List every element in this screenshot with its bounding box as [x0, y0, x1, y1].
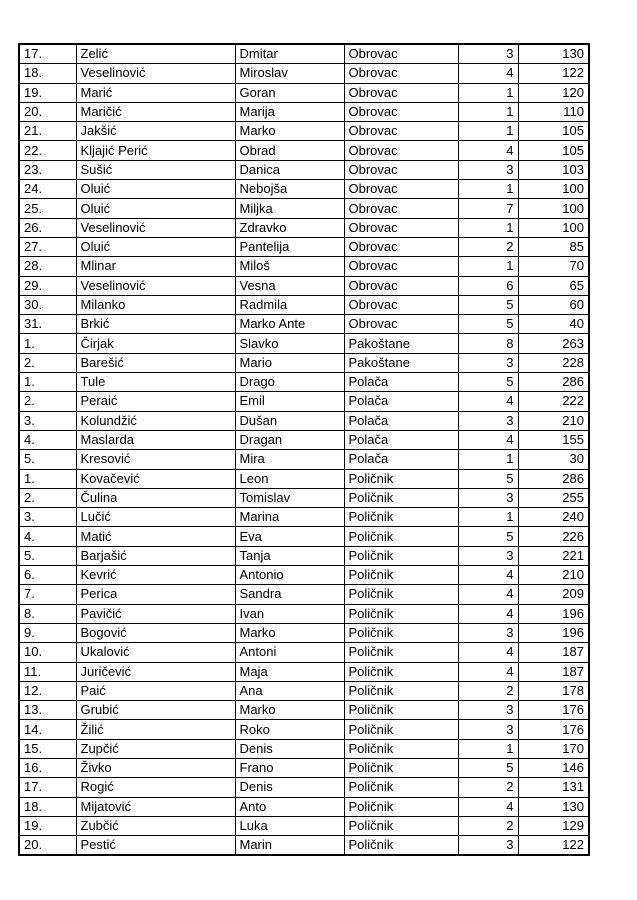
table-row — [19, 527, 589, 546]
surname-cell: Čulina — [76, 488, 235, 507]
ordinal-cell: 17. — [19, 44, 76, 64]
surname-cell: Kovačević — [76, 469, 235, 488]
place-cell: Poličnik — [344, 623, 458, 642]
given-name-cell: Pantelija — [235, 237, 344, 256]
surname-cell: Pavičić — [76, 604, 235, 623]
total-cell: 129 — [518, 816, 589, 835]
surname-cell: Maslarda — [76, 430, 235, 449]
table-row — [19, 546, 589, 565]
total-cell: 187 — [518, 643, 589, 662]
surname-cell: Barjašić — [76, 546, 235, 565]
table-row — [19, 739, 589, 758]
number-cell: 1 — [458, 102, 518, 121]
ordinal-cell: 9. — [19, 623, 76, 642]
number-cell: 7 — [458, 199, 518, 218]
table-row — [19, 797, 589, 816]
ordinal-cell: 24. — [19, 180, 76, 199]
surname-cell: Mlinar — [76, 257, 235, 276]
place-cell: Obrovac — [344, 276, 458, 295]
given-name-cell: Antoni — [235, 643, 344, 662]
surname-cell: Marić — [76, 83, 235, 102]
number-cell: 1 — [458, 122, 518, 141]
given-name-cell: Luka — [235, 816, 344, 835]
given-name-cell: Marko — [235, 623, 344, 642]
total-cell: 105 — [518, 141, 589, 160]
total-cell: 263 — [518, 334, 589, 353]
surname-cell: Bogović — [76, 623, 235, 642]
table-row — [19, 218, 589, 237]
surname-cell: Veselinović — [76, 64, 235, 83]
table-row — [19, 373, 589, 392]
number-cell: 3 — [458, 44, 518, 64]
table-row — [19, 237, 589, 256]
total-cell: 100 — [518, 199, 589, 218]
place-cell: Poličnik — [344, 566, 458, 585]
total-cell: 85 — [518, 237, 589, 256]
place-cell: Obrovac — [344, 199, 458, 218]
total-cell: 196 — [518, 604, 589, 623]
table-row — [19, 585, 589, 604]
table-row — [19, 758, 589, 777]
total-cell: 60 — [518, 295, 589, 314]
given-name-cell: Mira — [235, 450, 344, 469]
given-name-cell: Dušan — [235, 411, 344, 430]
surname-cell: Perica — [76, 585, 235, 604]
number-cell: 3 — [458, 353, 518, 372]
ordinal-cell: 3. — [19, 411, 76, 430]
total-cell: 226 — [518, 527, 589, 546]
given-name-cell: Eva — [235, 527, 344, 546]
number-cell: 4 — [458, 643, 518, 662]
table-row — [19, 681, 589, 700]
table-row — [19, 836, 589, 856]
number-cell: 3 — [458, 488, 518, 507]
surname-cell: Grubić — [76, 701, 235, 720]
place-cell: Poličnik — [344, 604, 458, 623]
given-name-cell: Marina — [235, 508, 344, 527]
ordinal-cell: 1. — [19, 373, 76, 392]
table-row — [19, 508, 589, 527]
number-cell: 4 — [458, 797, 518, 816]
given-name-cell: Vesna — [235, 276, 344, 295]
surname-cell: Lučić — [76, 508, 235, 527]
ordinal-cell: 6. — [19, 566, 76, 585]
table-row — [19, 83, 589, 102]
surname-cell: Milanko — [76, 295, 235, 314]
number-cell: 4 — [458, 392, 518, 411]
given-name-cell: Marin — [235, 836, 344, 856]
surname-cell: Oluić — [76, 199, 235, 218]
surname-cell: Zupčić — [76, 739, 235, 758]
table-row — [19, 199, 589, 218]
total-cell: 110 — [518, 102, 589, 121]
place-cell: Poličnik — [344, 643, 458, 662]
number-cell: 3 — [458, 701, 518, 720]
place-cell: Obrovac — [344, 237, 458, 256]
place-cell: Polača — [344, 450, 458, 469]
place-cell: Pakoštane — [344, 353, 458, 372]
place-cell: Polača — [344, 430, 458, 449]
number-cell: 6 — [458, 276, 518, 295]
ordinal-cell: 17. — [19, 778, 76, 797]
total-cell: 222 — [518, 392, 589, 411]
surname-cell: Sušić — [76, 160, 235, 179]
place-cell: Polača — [344, 373, 458, 392]
number-cell: 2 — [458, 816, 518, 835]
number-cell: 2 — [458, 778, 518, 797]
surname-cell: Paić — [76, 681, 235, 700]
table-row — [19, 469, 589, 488]
place-cell: Poličnik — [344, 488, 458, 507]
place-cell: Obrovac — [344, 218, 458, 237]
ordinal-cell: 18. — [19, 797, 76, 816]
surname-cell: Zelić — [76, 44, 235, 64]
number-cell: 5 — [458, 373, 518, 392]
place-cell: Obrovac — [344, 180, 458, 199]
table-row — [19, 180, 589, 199]
total-cell: 196 — [518, 623, 589, 642]
given-name-cell: Goran — [235, 83, 344, 102]
number-cell: 1 — [458, 180, 518, 199]
place-cell: Pakoštane — [344, 334, 458, 353]
place-cell: Obrovac — [344, 64, 458, 83]
number-cell: 4 — [458, 64, 518, 83]
surname-cell: Juričević — [76, 662, 235, 681]
total-cell: 122 — [518, 64, 589, 83]
table-row — [19, 334, 589, 353]
given-name-cell: Maja — [235, 662, 344, 681]
number-cell: 1 — [458, 83, 518, 102]
ordinal-cell: 14. — [19, 720, 76, 739]
table-row — [19, 392, 589, 411]
ordinal-cell: 2. — [19, 488, 76, 507]
table-row — [19, 141, 589, 160]
surname-cell: Ukalović — [76, 643, 235, 662]
number-cell: 4 — [458, 604, 518, 623]
table-row — [19, 44, 589, 64]
number-cell: 5 — [458, 758, 518, 777]
number-cell: 3 — [458, 160, 518, 179]
surname-cell: Rogić — [76, 778, 235, 797]
total-cell: 70 — [518, 257, 589, 276]
surname-cell: Kljajić Perić — [76, 141, 235, 160]
surname-cell: Maričić — [76, 102, 235, 121]
surname-cell: Brkić — [76, 315, 235, 334]
total-cell: 100 — [518, 218, 589, 237]
place-cell: Poličnik — [344, 758, 458, 777]
table-row — [19, 816, 589, 835]
total-cell: 105 — [518, 122, 589, 141]
table-row — [19, 411, 589, 430]
ordinal-cell: 4. — [19, 527, 76, 546]
total-cell: 131 — [518, 778, 589, 797]
given-name-cell: Danica — [235, 160, 344, 179]
total-cell: 286 — [518, 373, 589, 392]
ordinal-cell: 3. — [19, 508, 76, 527]
given-name-cell: Radmila — [235, 295, 344, 314]
ordinal-cell: 28. — [19, 257, 76, 276]
place-cell: Poličnik — [344, 836, 458, 856]
number-cell: 8 — [458, 334, 518, 353]
table-row — [19, 430, 589, 449]
table-row — [19, 295, 589, 314]
number-cell: 4 — [458, 566, 518, 585]
table-row — [19, 778, 589, 797]
total-cell: 187 — [518, 662, 589, 681]
total-cell: 178 — [518, 681, 589, 700]
number-cell: 2 — [458, 681, 518, 700]
given-name-cell: Ivan — [235, 604, 344, 623]
number-cell: 5 — [458, 527, 518, 546]
place-cell: Obrovac — [344, 257, 458, 276]
total-cell: 100 — [518, 180, 589, 199]
number-cell: 3 — [458, 720, 518, 739]
given-name-cell: Frano — [235, 758, 344, 777]
place-cell: Poličnik — [344, 797, 458, 816]
place-cell: Poličnik — [344, 720, 458, 739]
ordinal-cell: 1. — [19, 469, 76, 488]
total-cell: 122 — [518, 836, 589, 856]
surname-cell: Kevrić — [76, 566, 235, 585]
given-name-cell: Leon — [235, 469, 344, 488]
table-row — [19, 64, 589, 83]
given-name-cell: Sandra — [235, 585, 344, 604]
given-name-cell: Marko — [235, 122, 344, 141]
given-name-cell: Antonio — [235, 566, 344, 585]
ordinal-cell: 29. — [19, 276, 76, 295]
place-cell: Poličnik — [344, 681, 458, 700]
total-cell: 209 — [518, 585, 589, 604]
ordinal-cell: 18. — [19, 64, 76, 83]
place-cell: Poličnik — [344, 546, 458, 565]
given-name-cell: Tanja — [235, 546, 344, 565]
total-cell: 210 — [518, 566, 589, 585]
number-cell: 4 — [458, 662, 518, 681]
place-cell: Polača — [344, 411, 458, 430]
table-row — [19, 488, 589, 507]
ordinal-cell: 2. — [19, 392, 76, 411]
ordinal-cell: 16. — [19, 758, 76, 777]
surname-cell: Matić — [76, 527, 235, 546]
surname-cell: Kolundžić — [76, 411, 235, 430]
surname-cell: Čirjak — [76, 334, 235, 353]
number-cell: 1 — [458, 739, 518, 758]
surname-cell: Mijatović — [76, 797, 235, 816]
ordinal-cell: 25. — [19, 199, 76, 218]
place-cell: Poličnik — [344, 527, 458, 546]
place-cell: Obrovac — [344, 160, 458, 179]
ordinal-cell: 30. — [19, 295, 76, 314]
place-cell: Obrovac — [344, 295, 458, 314]
surname-cell: Tule — [76, 373, 235, 392]
ordinal-cell: 13. — [19, 701, 76, 720]
table-row — [19, 604, 589, 623]
table-row — [19, 566, 589, 585]
place-cell: Obrovac — [344, 83, 458, 102]
total-cell: 221 — [518, 546, 589, 565]
ordinal-cell: 19. — [19, 83, 76, 102]
ordinal-cell: 7. — [19, 585, 76, 604]
total-cell: 255 — [518, 488, 589, 507]
ordinal-cell: 31. — [19, 315, 76, 334]
total-cell: 240 — [518, 508, 589, 527]
number-cell: 3 — [458, 411, 518, 430]
place-cell: Obrovac — [344, 122, 458, 141]
place-cell: Poličnik — [344, 662, 458, 681]
given-name-cell: Marija — [235, 102, 344, 121]
place-cell: Poličnik — [344, 778, 458, 797]
total-cell: 176 — [518, 701, 589, 720]
place-cell: Polača — [344, 392, 458, 411]
total-cell: 120 — [518, 83, 589, 102]
ordinal-cell: 20. — [19, 102, 76, 121]
total-cell: 65 — [518, 276, 589, 295]
surname-cell: Veselinović — [76, 218, 235, 237]
table-body — [19, 44, 589, 855]
table-row — [19, 701, 589, 720]
place-cell: Poličnik — [344, 585, 458, 604]
table-row — [19, 276, 589, 295]
total-cell: 228 — [518, 353, 589, 372]
surname-cell: Oluić — [76, 180, 235, 199]
ordinal-cell: 26. — [19, 218, 76, 237]
table-row — [19, 450, 589, 469]
table-row — [19, 122, 589, 141]
number-cell: 1 — [458, 508, 518, 527]
place-cell: Poličnik — [344, 816, 458, 835]
table-row — [19, 257, 589, 276]
given-name-cell: Ana — [235, 681, 344, 700]
total-cell: 146 — [518, 758, 589, 777]
surname-cell: Zubčić — [76, 816, 235, 835]
ordinal-cell: 5. — [19, 546, 76, 565]
given-name-cell: Miljka — [235, 199, 344, 218]
given-name-cell: Miroslav — [235, 64, 344, 83]
surname-cell: Barešić — [76, 353, 235, 372]
place-cell: Obrovac — [344, 315, 458, 334]
number-cell: 4 — [458, 430, 518, 449]
given-name-cell: Denis — [235, 739, 344, 758]
number-cell: 4 — [458, 585, 518, 604]
place-cell: Obrovac — [344, 141, 458, 160]
given-name-cell: Miloš — [235, 257, 344, 276]
place-cell: Obrovac — [344, 44, 458, 64]
number-cell: 2 — [458, 237, 518, 256]
number-cell: 1 — [458, 218, 518, 237]
given-name-cell: Denis — [235, 778, 344, 797]
given-name-cell: Obrad — [235, 141, 344, 160]
place-cell: Poličnik — [344, 508, 458, 527]
ordinal-cell: 21. — [19, 122, 76, 141]
number-cell: 5 — [458, 315, 518, 334]
place-cell: Poličnik — [344, 469, 458, 488]
ordinal-cell: 23. — [19, 160, 76, 179]
total-cell: 30 — [518, 450, 589, 469]
table-row — [19, 643, 589, 662]
number-cell: 5 — [458, 295, 518, 314]
ordinal-cell: 5. — [19, 450, 76, 469]
total-cell: 170 — [518, 739, 589, 758]
table-row — [19, 720, 589, 739]
ordinal-cell: 1. — [19, 334, 76, 353]
number-cell: 3 — [458, 623, 518, 642]
given-name-cell: Tomislav — [235, 488, 344, 507]
total-cell: 40 — [518, 315, 589, 334]
results-table — [18, 43, 590, 856]
given-name-cell: Zdravko — [235, 218, 344, 237]
number-cell: 3 — [458, 546, 518, 565]
ordinal-cell: 12. — [19, 681, 76, 700]
ordinal-cell: 19. — [19, 816, 76, 835]
table-row — [19, 315, 589, 334]
given-name-cell: Mario — [235, 353, 344, 372]
number-cell: 1 — [458, 450, 518, 469]
surname-cell: Jakšić — [76, 122, 235, 141]
given-name-cell: Marko Ante — [235, 315, 344, 334]
total-cell: 210 — [518, 411, 589, 430]
ordinal-cell: 8. — [19, 604, 76, 623]
ordinal-cell: 20. — [19, 836, 76, 856]
ordinal-cell: 22. — [19, 141, 76, 160]
number-cell: 1 — [458, 257, 518, 276]
given-name-cell: Marko — [235, 701, 344, 720]
surname-cell: Kresović — [76, 450, 235, 469]
place-cell: Poličnik — [344, 739, 458, 758]
given-name-cell: Dmitar — [235, 44, 344, 64]
number-cell: 5 — [458, 469, 518, 488]
surname-cell: Veselinović — [76, 276, 235, 295]
surname-cell: Žilić — [76, 720, 235, 739]
given-name-cell: Slavko — [235, 334, 344, 353]
given-name-cell: Nebojša — [235, 180, 344, 199]
ordinal-cell: 11. — [19, 662, 76, 681]
given-name-cell: Emil — [235, 392, 344, 411]
table-row — [19, 662, 589, 681]
place-cell: Poličnik — [344, 701, 458, 720]
given-name-cell: Roko — [235, 720, 344, 739]
ordinal-cell: 4. — [19, 430, 76, 449]
given-name-cell: Anto — [235, 797, 344, 816]
table-row — [19, 623, 589, 642]
ordinal-cell: 27. — [19, 237, 76, 256]
table-row — [19, 102, 589, 121]
given-name-cell: Dragan — [235, 430, 344, 449]
surname-cell: Peraić — [76, 392, 235, 411]
ordinal-cell: 2. — [19, 353, 76, 372]
total-cell: 130 — [518, 44, 589, 64]
number-cell: 3 — [458, 836, 518, 856]
given-name-cell: Drago — [235, 373, 344, 392]
total-cell: 286 — [518, 469, 589, 488]
number-cell: 4 — [458, 141, 518, 160]
ordinal-cell: 15. — [19, 739, 76, 758]
total-cell: 155 — [518, 430, 589, 449]
table-row — [19, 353, 589, 372]
surname-cell: Pestić — [76, 836, 235, 856]
place-cell: Obrovac — [344, 102, 458, 121]
surname-cell: Živko — [76, 758, 235, 777]
total-cell: 103 — [518, 160, 589, 179]
ordinal-cell: 10. — [19, 643, 76, 662]
total-cell: 130 — [518, 797, 589, 816]
total-cell: 176 — [518, 720, 589, 739]
surname-cell: Oluić — [76, 237, 235, 256]
table-row — [19, 160, 589, 179]
